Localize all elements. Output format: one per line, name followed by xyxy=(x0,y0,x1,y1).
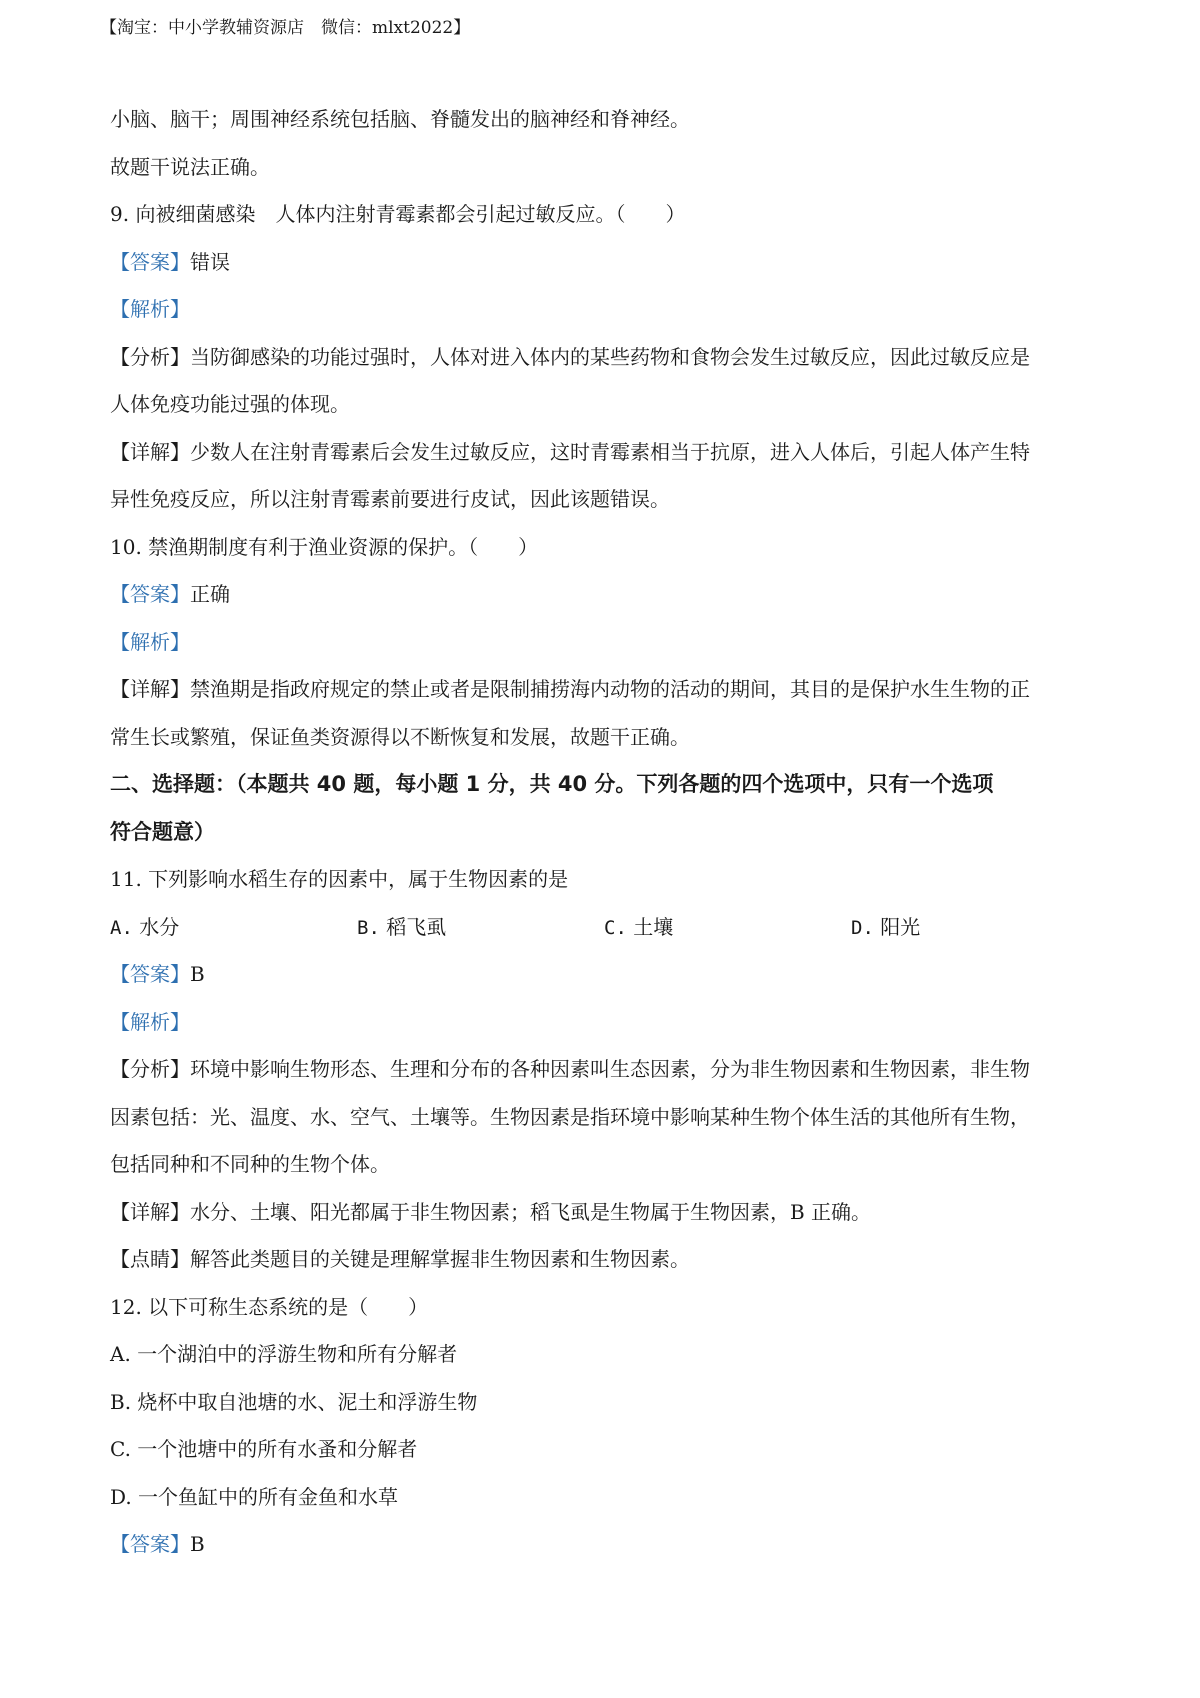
line-text: 常生长或繁殖，保证鱼类资源得以不断恢复和发展，故题干正确。 xyxy=(110,724,690,749)
option-letter: B. xyxy=(357,916,380,939)
label-tag: 【答案】 xyxy=(110,962,190,986)
text-line xyxy=(110,714,1110,762)
line-text: 11. 下列影响水稻生存的因素中，属于生物因素的是 xyxy=(110,867,569,891)
line-text: 小脑、脑干；周围神经系统包括脑、脊髓发出的脑神经和脊神经。 xyxy=(110,107,690,131)
option-text: 土壤 xyxy=(633,914,674,939)
text-line xyxy=(110,666,1110,714)
line-text: 12. 以下可称生态系统的是（ ） xyxy=(110,1294,429,1319)
line-text: 人体免疫功能过强的体现。 xyxy=(110,392,350,416)
text-line xyxy=(110,1284,1110,1332)
answer-option xyxy=(110,904,357,952)
line-text: 10. 禁渔期制度有利于渔业资源的保护。（ ） xyxy=(110,534,539,559)
line-text: 包括同种和不同种的生物个体。 xyxy=(110,1152,390,1176)
label-tag: 【答案】 xyxy=(110,1532,190,1556)
option-letter: C. xyxy=(604,916,627,939)
text-line xyxy=(110,1474,1110,1522)
line-text: 【详解】禁渔期是指政府规定的禁止或者是限制捕捞海内动物的活动的期间，其目的是保护水生生物的正 xyxy=(110,677,1030,701)
line-text: B xyxy=(190,1532,205,1556)
option-letter: A. xyxy=(110,916,133,939)
text-line xyxy=(110,429,1110,477)
label-tag: 【答案】 xyxy=(110,249,190,274)
line-text: B. 烧杯中取自池塘的水、泥土和浮游生物 xyxy=(110,1389,478,1414)
text-line xyxy=(110,381,1110,429)
text-line xyxy=(110,286,1110,334)
line-text: 异性免疫反应，所以注射青霉素前要进行皮试，因此该题错误。 xyxy=(110,487,670,511)
line-text: 9. 向被细菌感染 人体内注射青霉素都会引起过敏反应。（ ） xyxy=(110,202,686,226)
label-tag: 【解析】 xyxy=(110,629,190,654)
line-text: 正确 xyxy=(190,582,230,606)
answer-options xyxy=(110,904,1110,952)
text-line xyxy=(110,1046,1110,1094)
line-text: 【分析】环境中影响生物形态、生理和分布的各种因素叫生态因素，分为非生物因素和生物因素，非生物 xyxy=(110,1057,1030,1081)
page-header: 【淘宝：中小学教辅资源店 微信：mlxt2022】 xyxy=(100,18,471,38)
line-text: 符合题意） xyxy=(110,819,215,844)
text-line xyxy=(110,1426,1110,1474)
text-line xyxy=(110,999,1110,1047)
label-tag: 【答案】 xyxy=(110,582,190,606)
option-text: 阳光 xyxy=(880,914,921,939)
text-line xyxy=(110,1521,1110,1569)
text-line xyxy=(110,856,1110,904)
text-line xyxy=(110,524,1110,572)
text-line xyxy=(110,571,1110,619)
line-text: 【点睛】解答此类题目的关键是理解掌握非生物因素和生物因素。 xyxy=(110,1247,690,1271)
answer-option xyxy=(604,904,851,952)
text-line xyxy=(110,1236,1110,1284)
answer-option xyxy=(851,904,1098,952)
text-line xyxy=(110,1094,1110,1142)
line-text: B xyxy=(190,962,205,986)
answer-option xyxy=(357,904,604,952)
line-text: 二、选择题：（本题共 40 题，每小题 1 分，共 40 分。下列各题的四个选项中，只有一个选项 xyxy=(110,772,994,796)
section-heading xyxy=(110,809,1110,857)
line-text: A. 一个湖泊中的浮游生物和所有分解者 xyxy=(110,1342,458,1366)
line-text: 【详解】少数人在注射青霉素后会发生过敏反应，这时青霉素相当于抗原，进入人体后，引起人体产生特 xyxy=(110,439,1030,464)
text-line xyxy=(110,191,1110,239)
line-text: 【详解】水分、土壤、阳光都属于非生物因素；稻飞虱是生物属于生物因素，B 正确。 xyxy=(110,1199,872,1224)
text-line xyxy=(110,144,1110,192)
option-text: 稻飞虱 xyxy=(386,914,447,939)
text-line xyxy=(110,951,1110,999)
document-body xyxy=(110,96,1110,1569)
line-text: D. 一个鱼缸中的所有金鱼和水草 xyxy=(110,1484,399,1509)
section-heading xyxy=(110,761,1110,809)
option-text: 水分 xyxy=(139,914,180,939)
label-tag: 【解析】 xyxy=(110,1009,190,1034)
text-line xyxy=(110,1331,1110,1379)
text-line xyxy=(110,334,1110,382)
text-line xyxy=(110,239,1110,287)
line-text: 错误 xyxy=(190,249,230,274)
text-line xyxy=(110,1379,1110,1427)
line-text: 故题干说法正确。 xyxy=(110,154,270,179)
text-line xyxy=(110,96,1110,144)
text-line xyxy=(110,1189,1110,1237)
line-text: C. 一个池塘中的所有水蚤和分解者 xyxy=(110,1437,418,1461)
line-text: 因素包括：光、温度、水、空气、土壤等。生物因素是指环境中影响某种生物个体生活的其他所有生物， xyxy=(110,1104,1030,1129)
text-line xyxy=(110,619,1110,667)
line-text: 【分析】当防御感染的功能过强时，人体对进入体内的某些药物和食物会发生过敏反应，因此过敏反应是 xyxy=(110,344,1030,369)
label-tag: 【解析】 xyxy=(110,297,190,321)
option-letter: D. xyxy=(851,916,874,939)
text-line xyxy=(110,1141,1110,1189)
text-line xyxy=(110,476,1110,524)
